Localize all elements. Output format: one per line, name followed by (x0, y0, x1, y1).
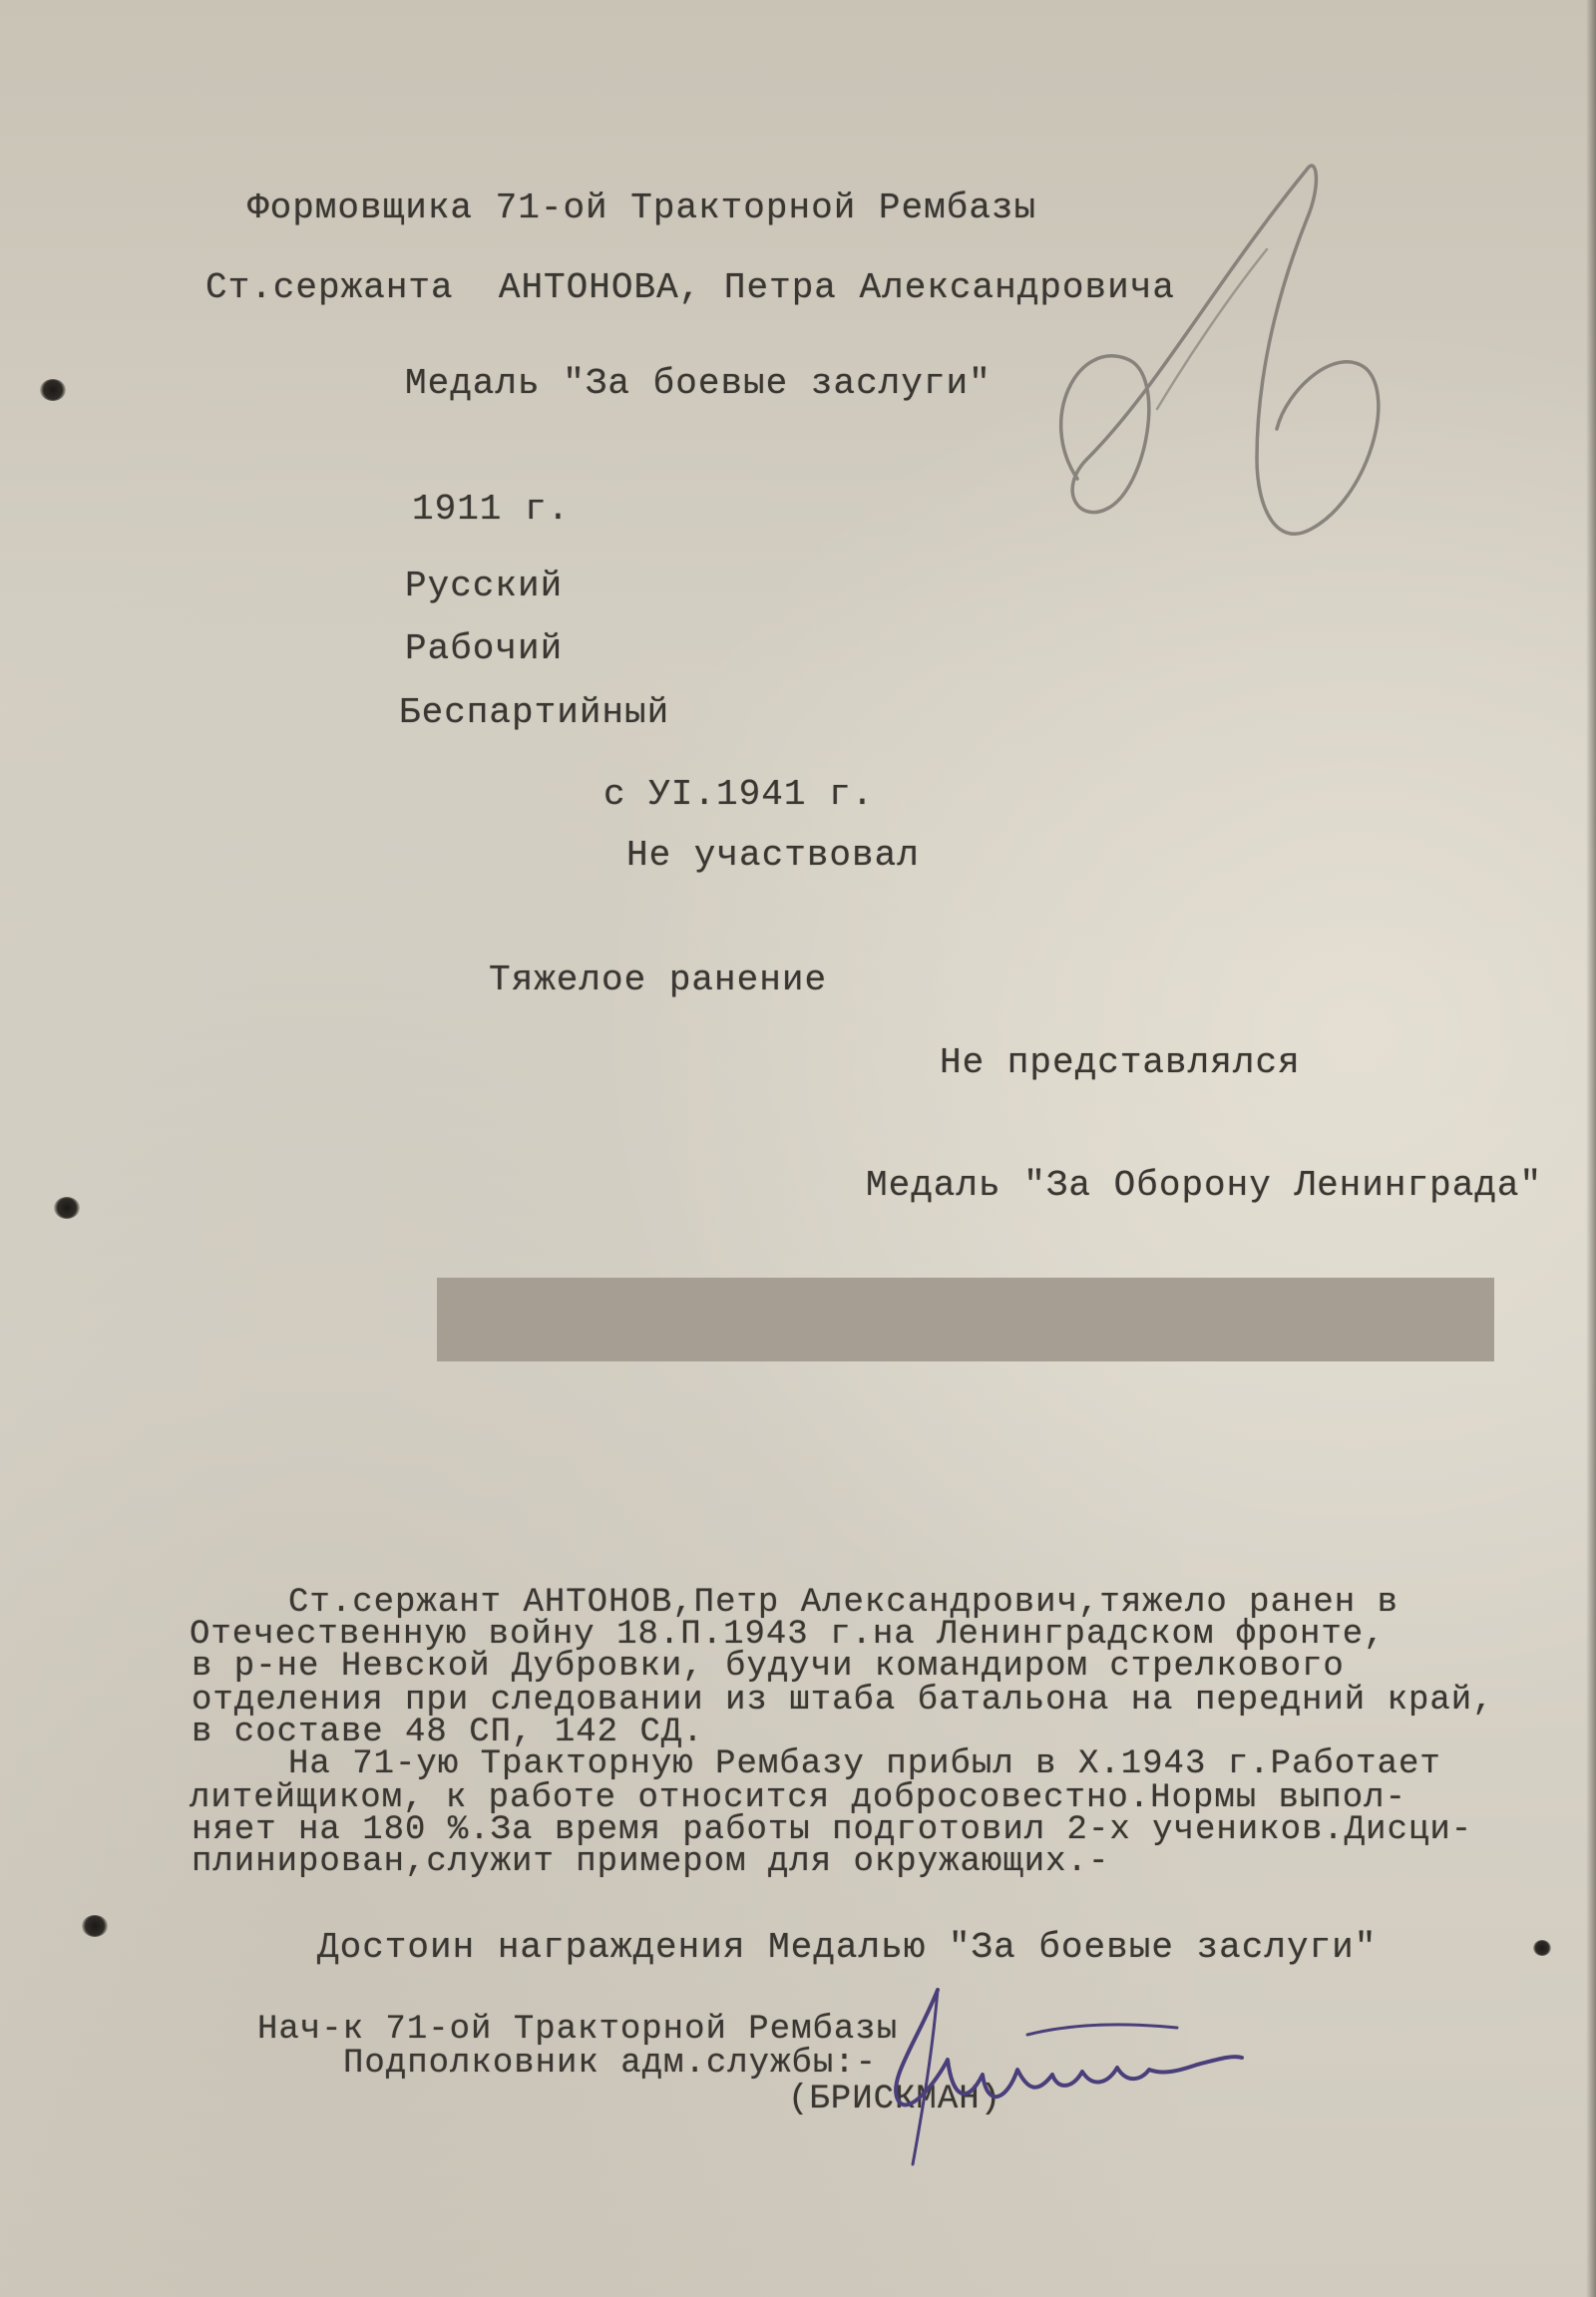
field-wounds: Тяжелое ранение (489, 959, 828, 1000)
narrative-line: Отечественную войну 18.П.1943 г.на Ленинградском фронте, (190, 1616, 1386, 1654)
punch-hole-top (40, 379, 66, 401)
signoff-position: Нач-к 71-ой Тракторной Рембазы (257, 2011, 899, 2049)
field-prior-award: Медаль "За Оборону Ленинграда" (866, 1165, 1543, 1206)
header-award-line: Медаль "За боевые заслуги" (405, 363, 992, 404)
narrative-line: в составе 48 СП, 142 СД. (192, 1714, 704, 1751)
field-party: Беспартийный (399, 692, 670, 733)
narrative-line: литейщиком, к работе относится добросовестно.Нормы выпол- (190, 1779, 1406, 1817)
redaction-bar (437, 1278, 1494, 1361)
field-civil-war: Не участвовал (626, 835, 920, 876)
field-nationality: Русский (405, 566, 564, 606)
award-conclusion: Достоин награждения Медалью "За боевые заслуги" (317, 1927, 1378, 1968)
narrative-line: плинирован,служит примером для окружающих.- (192, 1843, 1110, 1881)
signoff-name: (БРИСКМАН) (788, 2081, 1002, 2118)
field-prior-nomination: Не представлялся (940, 1042, 1301, 1083)
narrative-line: отделения при следовании из штаба батальона на передний край, (192, 1682, 1494, 1720)
pencil-annotation-mark (1037, 160, 1416, 598)
page-edge-shadow (1586, 0, 1596, 2297)
narrative-line: На 71-ую Тракторную Рембазу прибыл в Х.1943 г.Работает (182, 1745, 1441, 1783)
narrative-line: в р-не Невской Дубровки, будучи командиром стрелкового (192, 1648, 1345, 1686)
narrative-line: Ст.сержант АНТОНОВ,Петр Александрович,тяжело ранен в (182, 1584, 1398, 1622)
commander-signature (878, 1980, 1257, 2169)
field-service-since: с УI.1941 г. (603, 774, 875, 815)
punch-hole-middle (54, 1197, 80, 1219)
signoff-rank: Подполковник адм.службы:- (343, 2045, 878, 2083)
narrative-line: няет на 180 %.За время работы подготовил 2-х учеников.Дисци- (192, 1811, 1473, 1849)
field-year: 1911 г. (412, 489, 571, 530)
punch-hole-bottom (82, 1915, 108, 1937)
punch-hole-right (1533, 1940, 1551, 1956)
header-unit-line: Формовщика 71-ой Тракторной Рембазы (247, 188, 1037, 228)
header-name-line: Ст.сержанта АНТОНОВА, Петра Александровича (205, 267, 1175, 308)
field-social-status: Рабочий (405, 628, 564, 669)
